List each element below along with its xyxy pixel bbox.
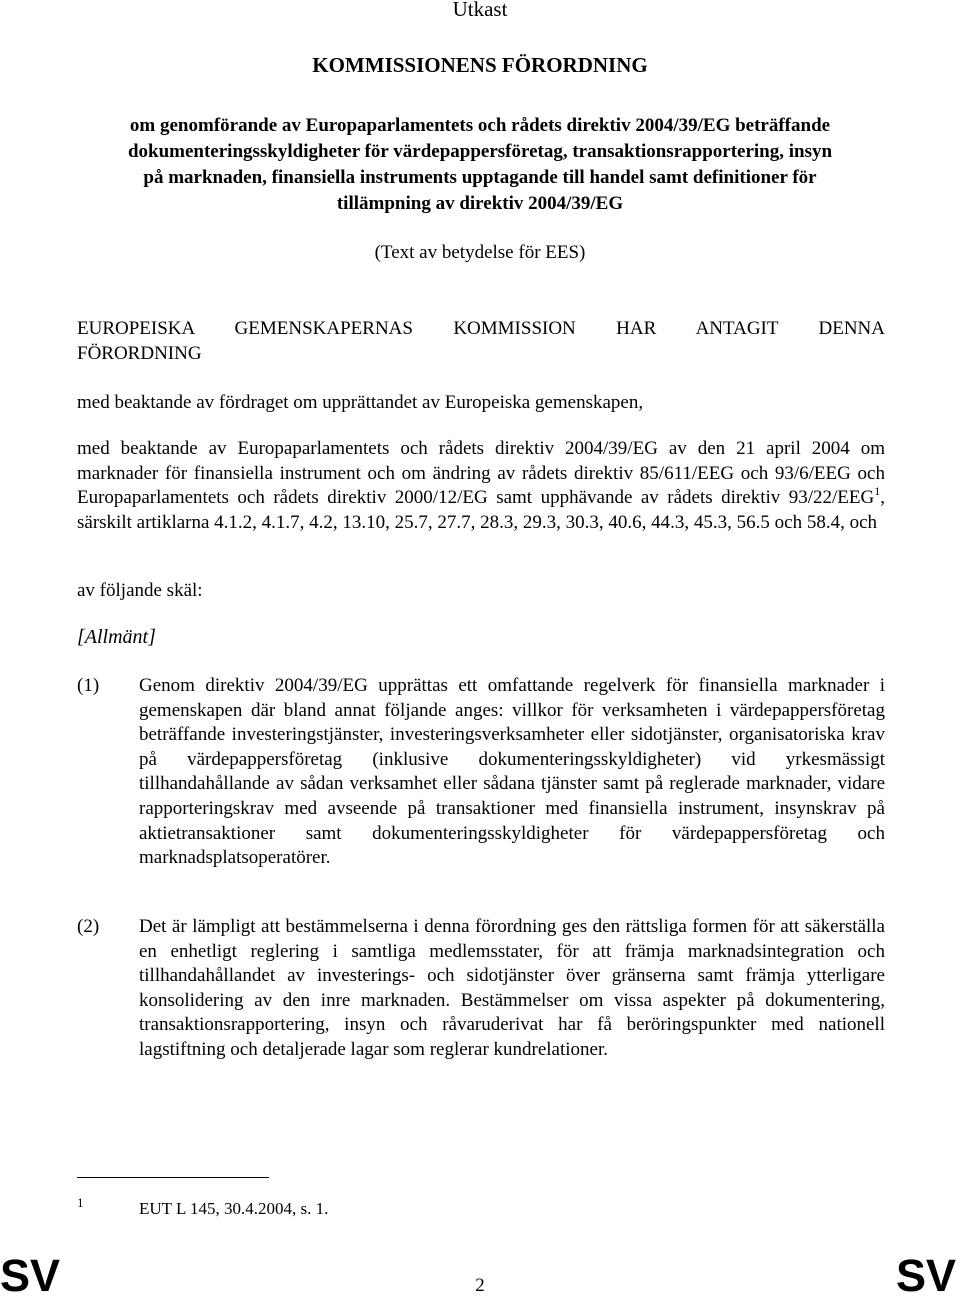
- recital-number: (1): [77, 675, 100, 696]
- footnote-marker: 1: [77, 1195, 84, 1210]
- section-label: [Allmänt]: [77, 626, 156, 648]
- document-subtitle: [0, 113, 960, 217]
- citation-directive-text: med beaktande av Europaparlamentets och rådets direktiv 2004/39/EG av den 21 april 2004 om marknader för finansiella instrument och om ändring av rådets direktiv 85/611/EEG och 93/6/EEG och Europaparlamentets och rådets direktiv 2000/12/EG samt upphävande av rådets direktiv 93/22/EEG: [77, 438, 885, 509]
- recitals-intro: av följande skäl:: [77, 580, 203, 601]
- footnote-text: EUT L 145, 30.4.2004, s. 1.: [139, 1199, 329, 1218]
- citation-directive: [77, 437, 885, 535]
- enactment-formula: EUROPEISKA GEMENSKAPERNAS KOMMISSION HAR ANTAGIT DENNA: [77, 318, 885, 339]
- subtitle-line: om genomförande av Europaparlamentets och rådets direktiv 2004/39/EG beträffande: [129, 115, 831, 136]
- language-code-right: SV: [895, 1250, 956, 1301]
- recital-number: (2): [77, 916, 100, 937]
- draft-label: Utkast: [452, 0, 508, 21]
- recital-text: Genom direktiv 2004/39/EG upprättas ett omfattande regelverk för finansiella marknader i gemenskapen där bland annat följande anges: villkor för verksamheten i värdepappersföretag beträffande investeringstjänster, investeringsverksamheter eller sidotjänster, organisatoriska krav på värdepappersföretag (inklusive dokumenteringsskyldigheter) vid yrkesmässigt tillhandahållande av sådan verksamhet eller sådana tjänster samt på reglerade marknader, vidare rapporteringskrav med avseende på transaktioner med finansiella instrument, insynskrav på aktietransaktioner samt dokumenteringsskyldigheter för värdepappersföretag och marknadsplatsoperatörer.: [139, 675, 885, 869]
- footnote-separator: [77, 1177, 269, 1178]
- footnote-reference[interactable]: 1: [874, 483, 881, 498]
- document-title: KOMMISSIONENS FÖRORDNING: [312, 53, 648, 77]
- enactment-formula-continuation: FÖRORDNING: [77, 343, 202, 364]
- subtitle-line: på marknaden, finansiella instruments upptagande till handel samt definitioner för: [143, 167, 817, 188]
- language-code-left: SV: [0, 1250, 61, 1301]
- eea-relevance-note: (Text av betydelse för EES): [374, 242, 586, 263]
- subtitle-line: tillämpning av direktiv 2004/39/EG: [336, 193, 624, 214]
- page-number: 2: [475, 1275, 485, 1296]
- subtitle-line: dokumenteringsskyldigheter för värdepappersföretag, transaktionsrapportering, insyn: [127, 141, 833, 162]
- recital-text: Det är lämpligt att bestämmelserna i denna förordning ges den rättsliga formen för att säkerställa en enhetligt reglering i samtliga medlemsstater, för att främja marknadsintegration och tillhandahållandet av investerings- och sidotjänster över gränserna samt främja ytterligare konsolidering av den inre marknaden. Bestämmelser om vissa aspekter på dokumentering, transaktionsrapportering, insyn och råvaruderivat har få beröringspunkter med nationell lagstiftning och detaljerade lagar som reglerar kundrelationer.: [139, 916, 885, 1060]
- citation-treaty: med beaktande av fördraget om upprättandet av Europeiska gemenskapen,: [77, 392, 644, 413]
- citation-directive-text-continued: , särskilt artiklarna 4.1.2, 4.1.7, 4.2, 13.10, 25.7, 27.7, 28.3, 29.3, 30.3, 40.6, 44.3, 45.3, 56.5 och 58.4, och: [77, 487, 885, 533]
